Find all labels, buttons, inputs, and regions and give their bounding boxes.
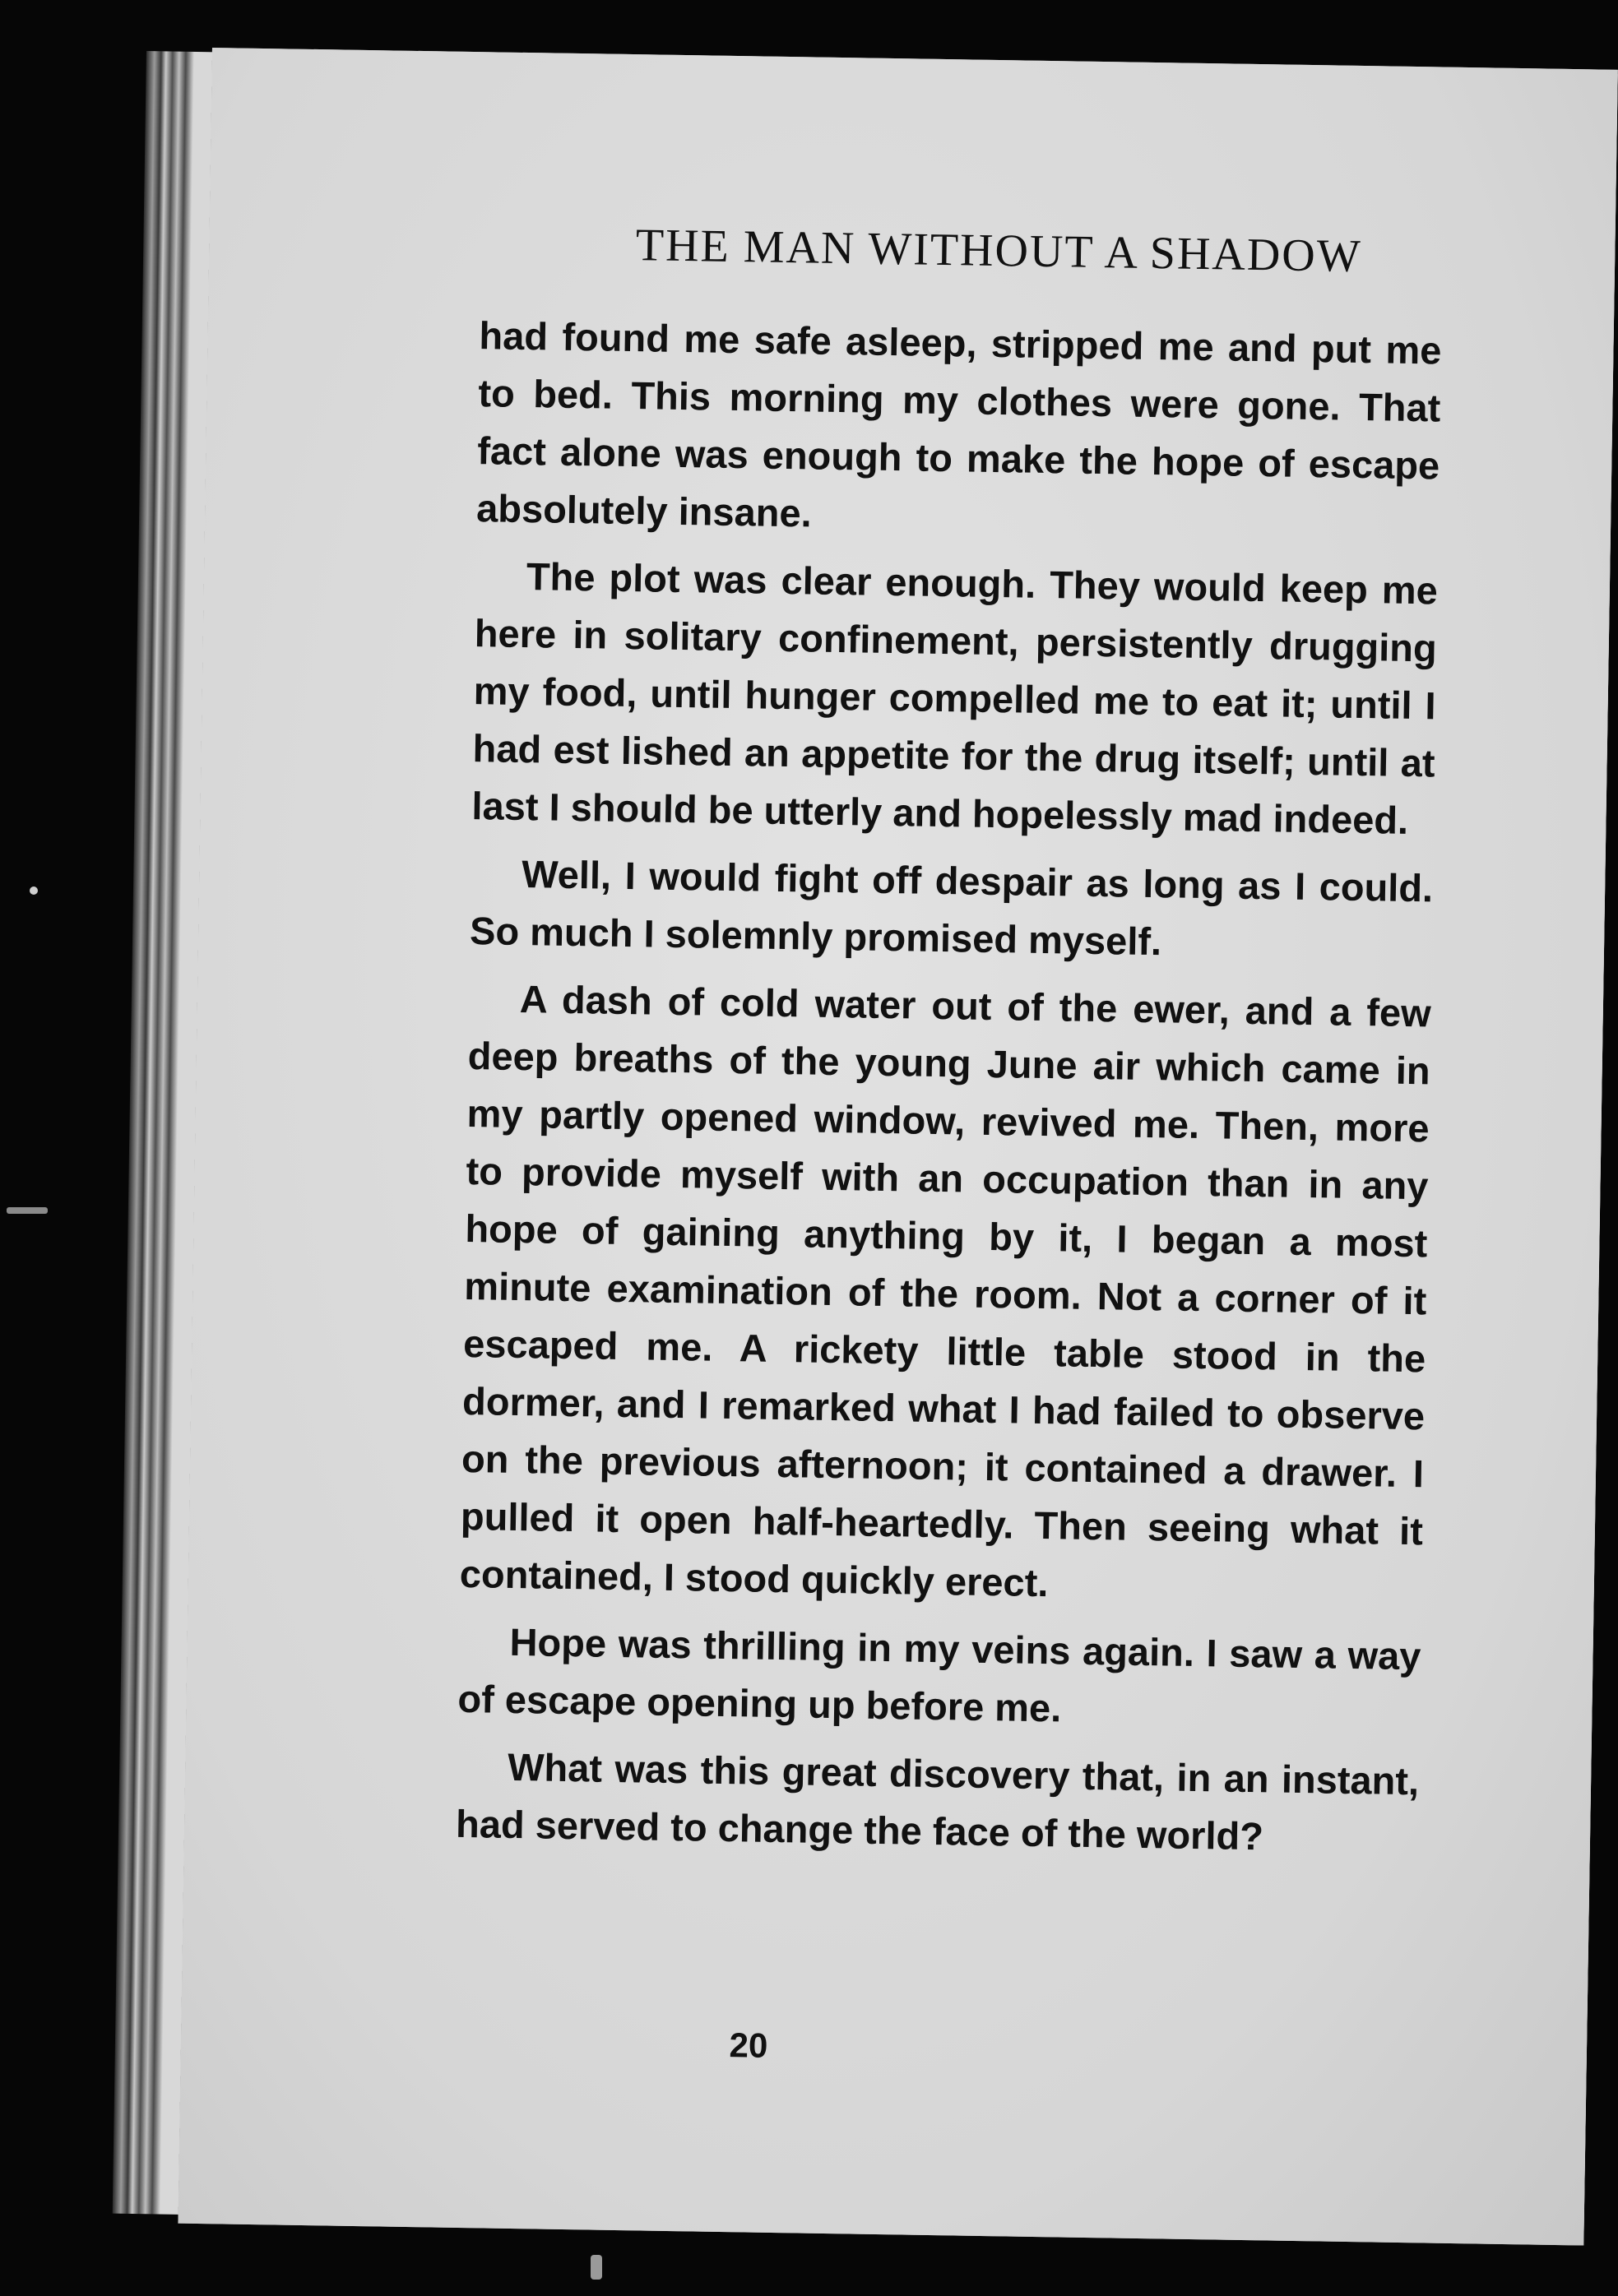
dust-speck	[30, 886, 38, 895]
running-head: THE MAN WITHOUT A SHADOW	[635, 220, 1363, 282]
paragraph: had found me safe asleep, stripped me and put me to bed. This morning my clothes were gone. That fact alone was enough to make the hope of escape absolutely insane.	[475, 313, 1442, 535]
page-number: 20	[729, 2025, 768, 2065]
paragraph: A dash of cold water out of the ewer, and a few deep breaths of the young June air which came in my partly opened window, revived me. Then, more to provide myself with an occupation than in any hope of gaining anything by it, I began a most minute examination of the room. Not a corner of it escaped me. A rickety little table stood in the dormer, and I remarked what I had failed to observe on the previous afternoon; it contained a drawer. I pulled it open half-heartedly. Then seeing what it contained, I stood quickly erect.	[459, 977, 1432, 1605]
paragraph: Hope was thrilling in my veins again. I saw a way of escape opening up before me.	[457, 1619, 1421, 1730]
paragraph: The plot was clear enough. They would keep me here in solitary confinement, persistently drugging my food, until hunger compelled me to eat it; until I had est lished an appetite for the drug itself; until at last I should be utterly and hopelessly mad indeed.	[471, 554, 1439, 842]
paragraph: Well, I would fight off despair as long as I could. So much I solemnly promised myself.	[469, 852, 1434, 964]
paragraph: What was this great discovery that, in an instant, had served to change the face of the world?	[455, 1744, 1420, 1859]
dust-speck	[7, 1207, 48, 1214]
page-body	[455, 307, 1442, 1877]
book-page	[178, 48, 1617, 2246]
dust-speck	[591, 2255, 602, 2280]
